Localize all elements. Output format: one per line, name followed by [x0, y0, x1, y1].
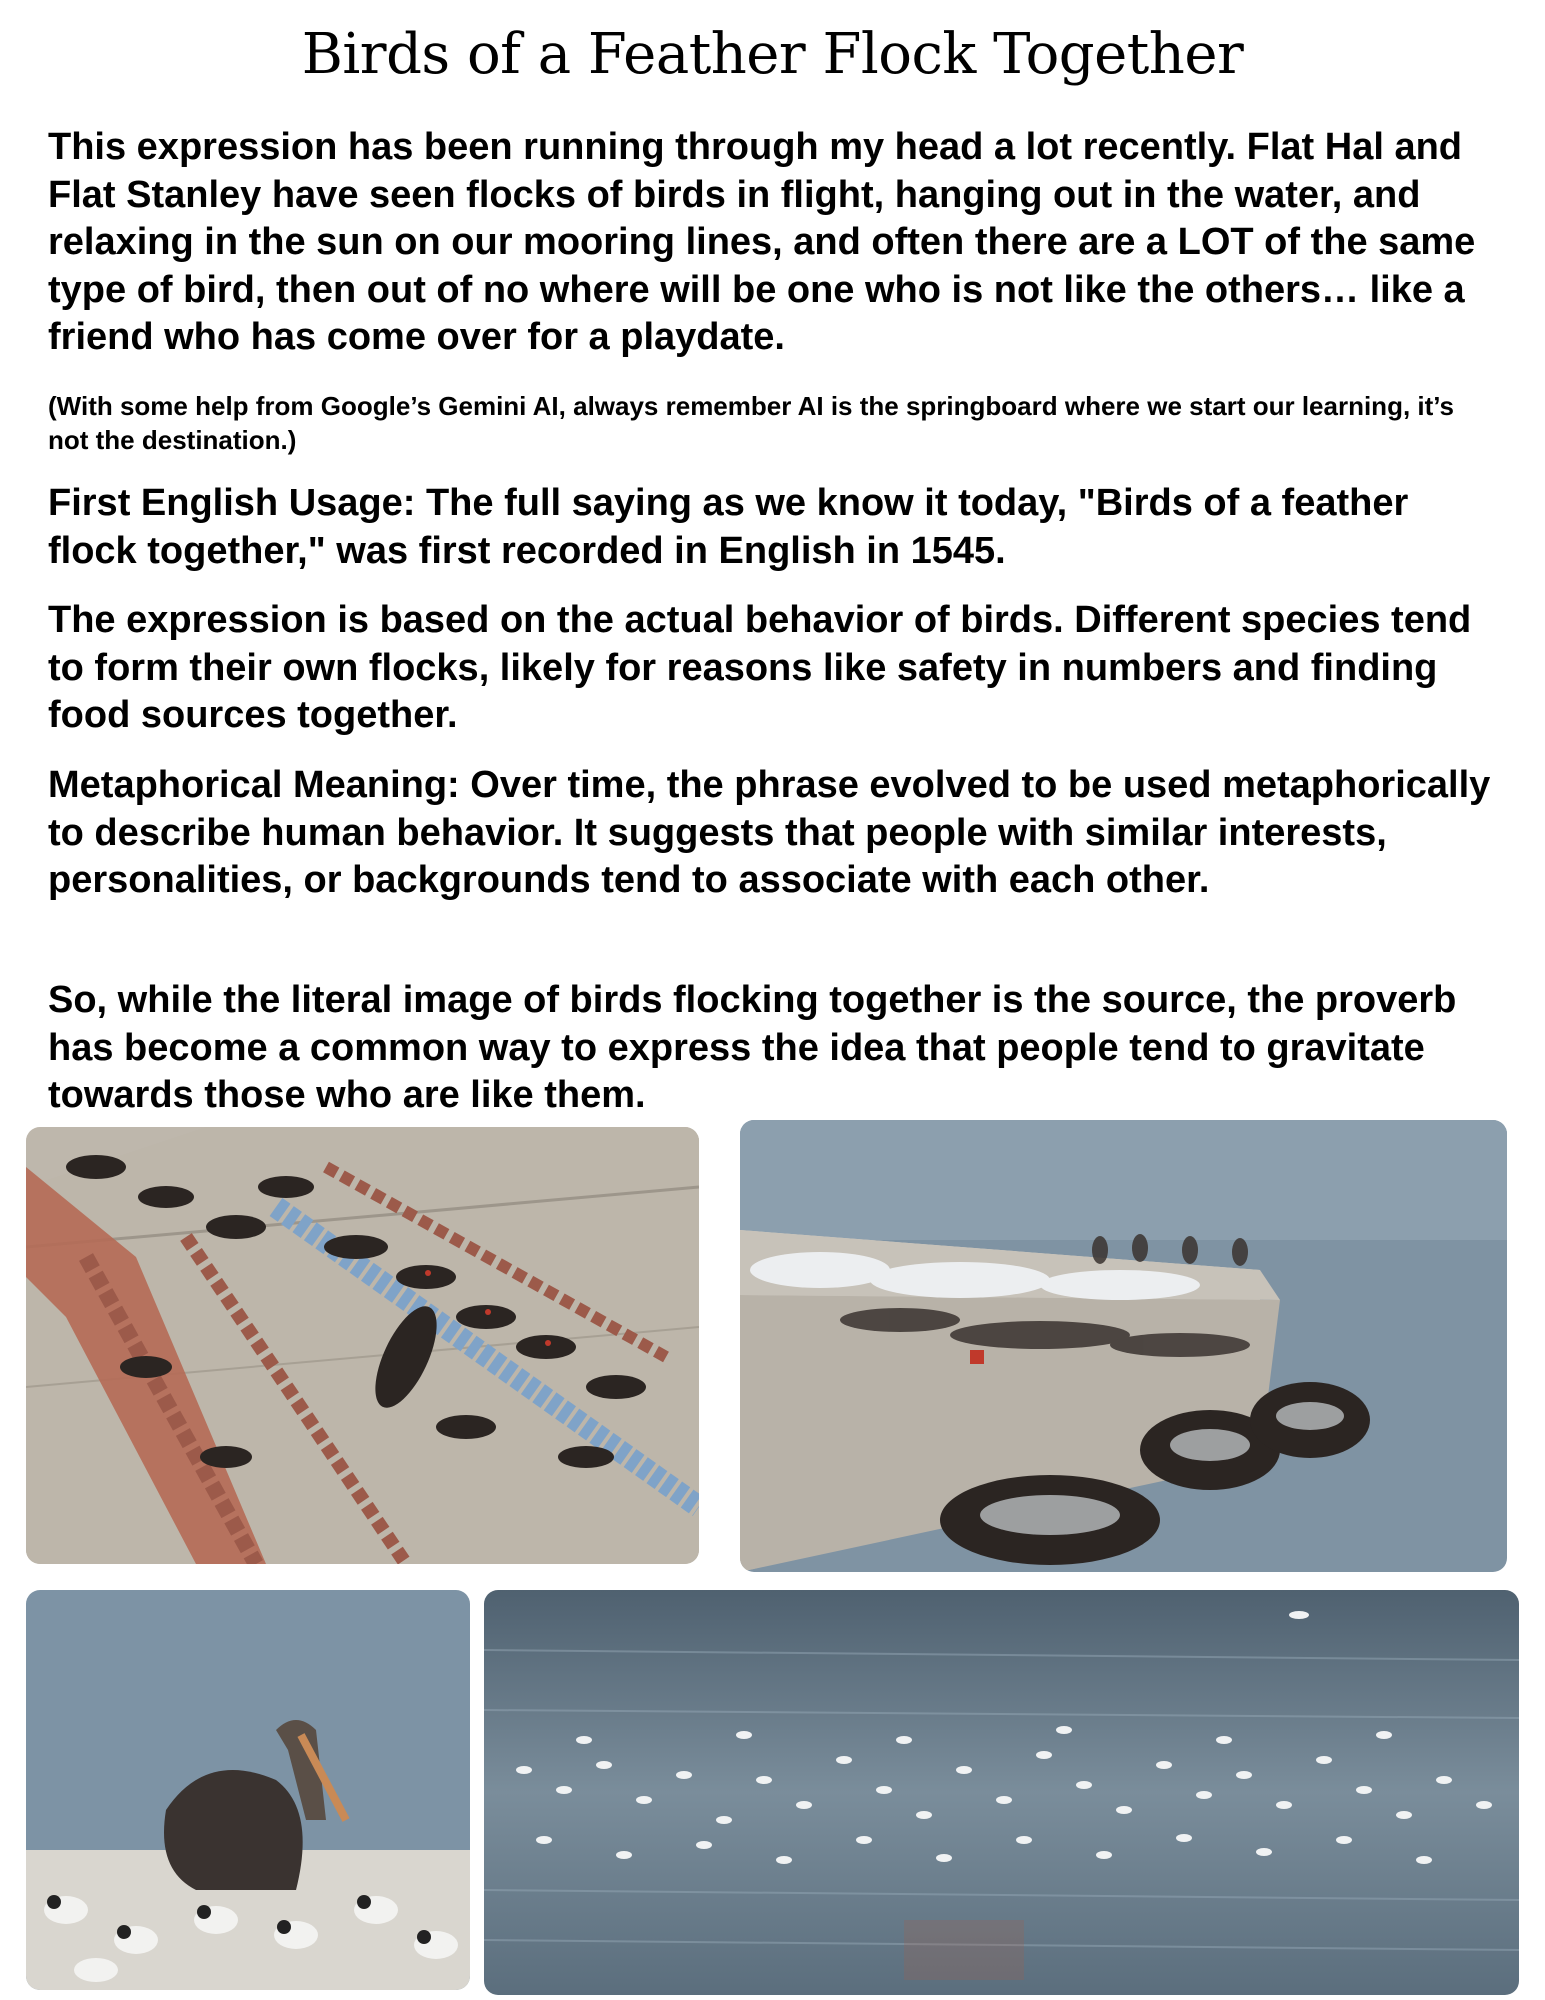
first-usage-paragraph	[48, 480, 1498, 575]
metaphor-text: Metaphorical Meaning: Over time, the phrase evolved to be used metaphorically to describe human behavior. It suggests that people with similar interests, personalities, or backgrounds tend to associate with each other.	[48, 764, 1491, 901]
conclusion-paragraph	[48, 977, 1498, 1120]
metaphor-paragraph	[48, 762, 1498, 905]
pelican-and-gulls-illustration	[26, 1590, 470, 1990]
intro-paragraph	[48, 124, 1498, 362]
photo-pelican-and-gulls	[26, 1590, 470, 1990]
intro-text: This expression has been running through my head a lot recently. Flat Hal and Flat Stanley have seen flocks of birds in flight, hanging out in the water, and relaxing in the sun on our mooring lines, and often there are a LOT of the same type of bird, then out of no where will be one who is not like the others… like a friend who has come over for a playdate.	[48, 126, 1476, 358]
breakwater-flock-illustration	[740, 1120, 1507, 1572]
behavior-paragraph	[48, 597, 1498, 740]
photo-breakwater-flock	[740, 1120, 1507, 1572]
birds-on-chains-illustration	[26, 1127, 699, 1564]
photo-gulls-on-water	[484, 1590, 1519, 1995]
photo-birds-on-chains	[26, 1127, 699, 1564]
ai-note-text: (With some help from Google’s Gemini AI, always remember AI is the springboard where we start our learning, it’s not the destination.)	[48, 391, 1454, 455]
first-usage-text: First English Usage: The full saying as we know it today, "Birds of a feather flock together," was first recorded in English in 1545.	[48, 482, 1409, 572]
ai-note	[48, 389, 1498, 457]
behavior-text: The expression is based on the actual behavior of birds. Different species tend to form their own flocks, likely for reasons like safety in numbers and finding food sources together.	[48, 599, 1472, 736]
page-title: Birds of a Feather Flock Together	[301, 22, 1244, 87]
gulls-on-water-illustration	[484, 1590, 1519, 1995]
conclusion-text: So, while the literal image of birds flocking together is the source, the proverb has become a common way to express the idea that people tend to gravitate towards those who are like them.	[48, 979, 1457, 1116]
